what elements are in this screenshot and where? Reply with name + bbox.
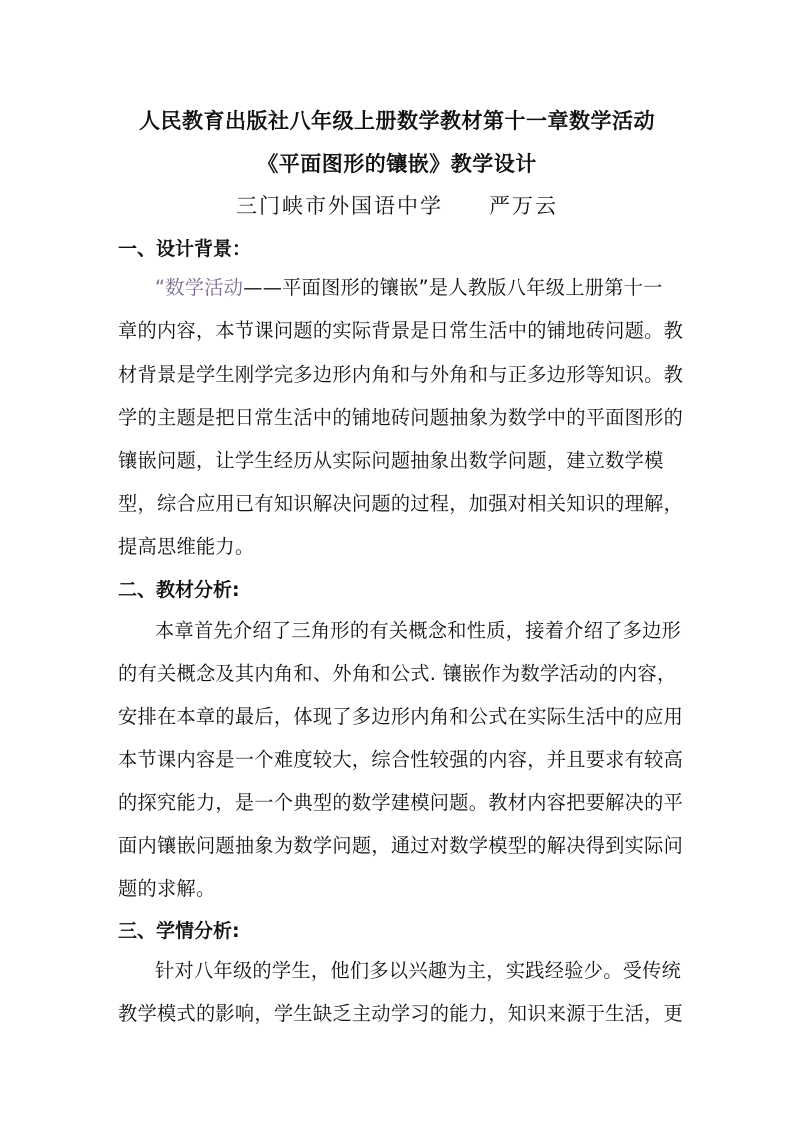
paragraph-line: 教学模式的影响，学生缺乏主动学习的能力，知识来源于生活，更 [118,1002,684,1025]
author-line [0,190,794,220]
paragraph-line: 型，综合应用已有知识解决问题的过程，加强对相关知识的理解， [118,492,684,515]
paragraph-line [155,273,663,300]
paragraph-line: 针对八年级的学生，他们多以兴趣为主，实践经验少。受传统 [155,959,682,982]
section-heading-background: 一、设计背景： [118,238,252,260]
document-title-line1: 人民教育出版社八年级上册数学教材第十一章数学活动 [139,109,655,133]
author-school: 三门峡市外国语中学 [236,194,443,218]
paragraph-line: 的探究能力，是一个典型的数学建模问题。教材内容把要解决的平 [118,791,684,814]
section-heading-textbook-analysis: 二、教材分析: [118,579,240,601]
highlight-text: 数学活动 [165,276,244,299]
paragraph-line: 本章首先介绍了三角形的有关概念和性质，接着介绍了多边形 [155,619,682,642]
author-name: 严万云 [489,194,558,218]
paragraph-line: 提高思维能力。 [118,535,255,558]
paragraph-line-rest: ——平面图形的镶嵌”是人教版八年级上册第十一 [243,276,663,299]
quote-open: “ [155,276,166,299]
paragraph-line: 材背景是学生刚学完多边形内角和与外角和与正多边形等知识。教 [118,363,684,386]
paragraph-line: 面内镶嵌问题抽象为数学问题，通过对数学模型的解决得到实际问 [118,834,684,857]
paragraph-line: 章的内容，本节课问题的实际背景是日常生活中的铺地砖问题。教 [118,319,684,342]
paragraph-line: 安排在本章的最后，体现了多边形内角和公式在实际生活中的应用 [118,705,684,728]
paragraph-line: 镶嵌问题，让学生经历从实际问题抽象出数学问题，建立数学模 [118,449,664,472]
paragraph-line: 本节课内容是一个难度较大，综合性较强的内容，并且要求有较高 [118,748,684,771]
section-heading-student-analysis: 三、学情分析: [118,920,240,942]
paragraph-line: 学的主题是把日常生活中的铺地砖问题抽象为数学中的平面图形的 [118,406,684,429]
paragraph-line: 的有关概念及其内角和、外角和公式. 镶嵌作为数学活动的内容， [118,662,677,685]
document-title-line2: 《平面图形的镶嵌》教学设计 [257,152,537,176]
paragraph-line: 题的求解。 [118,877,216,900]
